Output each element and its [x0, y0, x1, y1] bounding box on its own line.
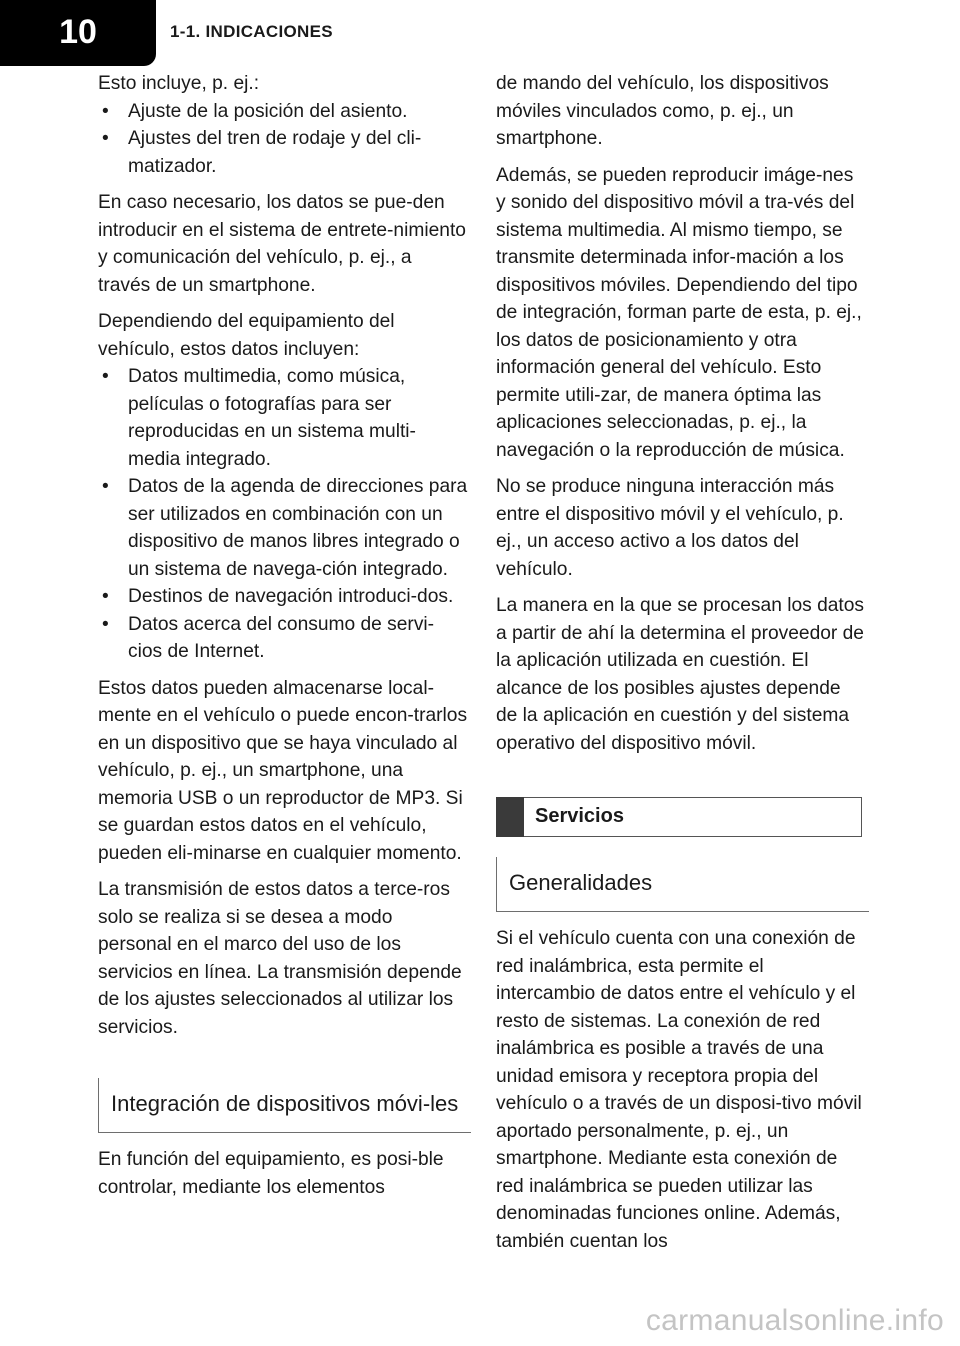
paragraph: La transmisión de estos datos a terce-ros solo se realiza si se desea a modo personal en el marco del uso de los servicios en línea. La transmisión depende de los ajustes seleccionados al utilizar los servicios.	[98, 879, 462, 1038]
bullet-list	[98, 98, 468, 181]
paragraph: Si el vehículo cuenta con una conexión de red inalámbrica, esta permite el intercambio de datos entre el vehículo y el resto de sistemas. La conexión de red inalámbrica es posible a través de una unidad emisora y receptora propia del vehículo o a través de un disposi-tivo móvil aportado personalmente, p. ej., un smartphone. Mediante esta conexión de red inalámbrica se pueden utilizar las denominadas funciones online. Además, también cuentan los	[496, 928, 862, 1252]
paragraph: Esto incluye, p. ej.:	[98, 73, 260, 94]
paragraph: Además, se pueden reproducir imáge-nes y sonido del dispositivo móvil a tra-vés del sistema multimedia. Al mismo tiempo, se transmite determinada infor-mación a los dispositivos móviles. Dependiendo del tipo de integración, forman parte de esta, p. ej., los datos de posicionamiento y otra información general del vehículo. Esto permite utili-zar, de manera óptima las aplicaciones seleccionadas, p. ej., la navegación o la reproducción de música.	[496, 164, 862, 461]
section-title-box	[496, 797, 862, 837]
list-item: • Destinos de navegación introduci-dos.	[98, 583, 468, 611]
paragraph: Dependiendo del equipamiento del vehículo, estos datos incluyen:	[98, 311, 395, 360]
paragraph: No se produce ninguna interacción más entre el dispositivo móvil y el vehículo, p. ej., un acceso activo a los datos del vehículo.	[496, 476, 844, 580]
paragraph: En caso necesario, los datos se pue-den introducir en el sistema de entrete-nimiento y comunicación del vehículo, p. ej., a través de un smartphone.	[98, 192, 466, 296]
paragraph: Estos datos pueden almacenarse local-mente en el vehículo o puede encon-trarlos en un dispositivo que se haya vinculado al vehículo, p. ej., un smartphone, una memoria USB o un reproductor de MP3. Si se guardan estos datos en el vehículo, pueden eli-minarse en cualquier momento.	[98, 677, 468, 864]
list-item: • Ajuste de la posición del asiento.	[98, 98, 468, 126]
subheading-mobile-integration: Integración de dispositivos móvi-les	[98, 1078, 471, 1133]
section-header: 1-1. INDICACIONES	[170, 22, 333, 41]
subheading-general: Generalidades	[496, 857, 869, 912]
page-number: 10	[59, 13, 97, 51]
right-column	[496, 70, 866, 1264]
list-item: • Ajustes del tren de rodaje y del cli-matizador.	[98, 125, 468, 180]
section-marker	[496, 797, 524, 837]
paragraph: La manera en la que se procesan los datos a partir de ahí la determina el proveedor de la aplicación utilizada en cuestión. El alcance de los posibles ajustes depende de la aplicación en cuestión y del sistema operativo del dispositivo móvil.	[496, 595, 865, 754]
list-item: • Datos de la agenda de direcciones para ser utilizados en combinación con un dispositivo de manos libres integrado o un sistema de navega-ción integrado.	[98, 473, 468, 583]
section-title: Servicios	[535, 805, 624, 827]
watermark: carmanualsonline.info	[645, 1304, 944, 1337]
bullet-list	[98, 363, 468, 666]
paragraph: de mando del vehículo, los dispositivos móviles vinculados como, p. ej., un smartphone.	[496, 73, 829, 149]
paragraph: En función del equipamiento, es posi-ble controlar, mediante los elementos	[98, 1149, 444, 1198]
list-item: • Datos acerca del consumo de servi-cios de Internet.	[98, 611, 468, 666]
left-column	[98, 70, 468, 1210]
list-item: • Datos multimedia, como música, películas o fotografías para ser reproducidas en un sistema multi-media integrado.	[98, 363, 468, 473]
